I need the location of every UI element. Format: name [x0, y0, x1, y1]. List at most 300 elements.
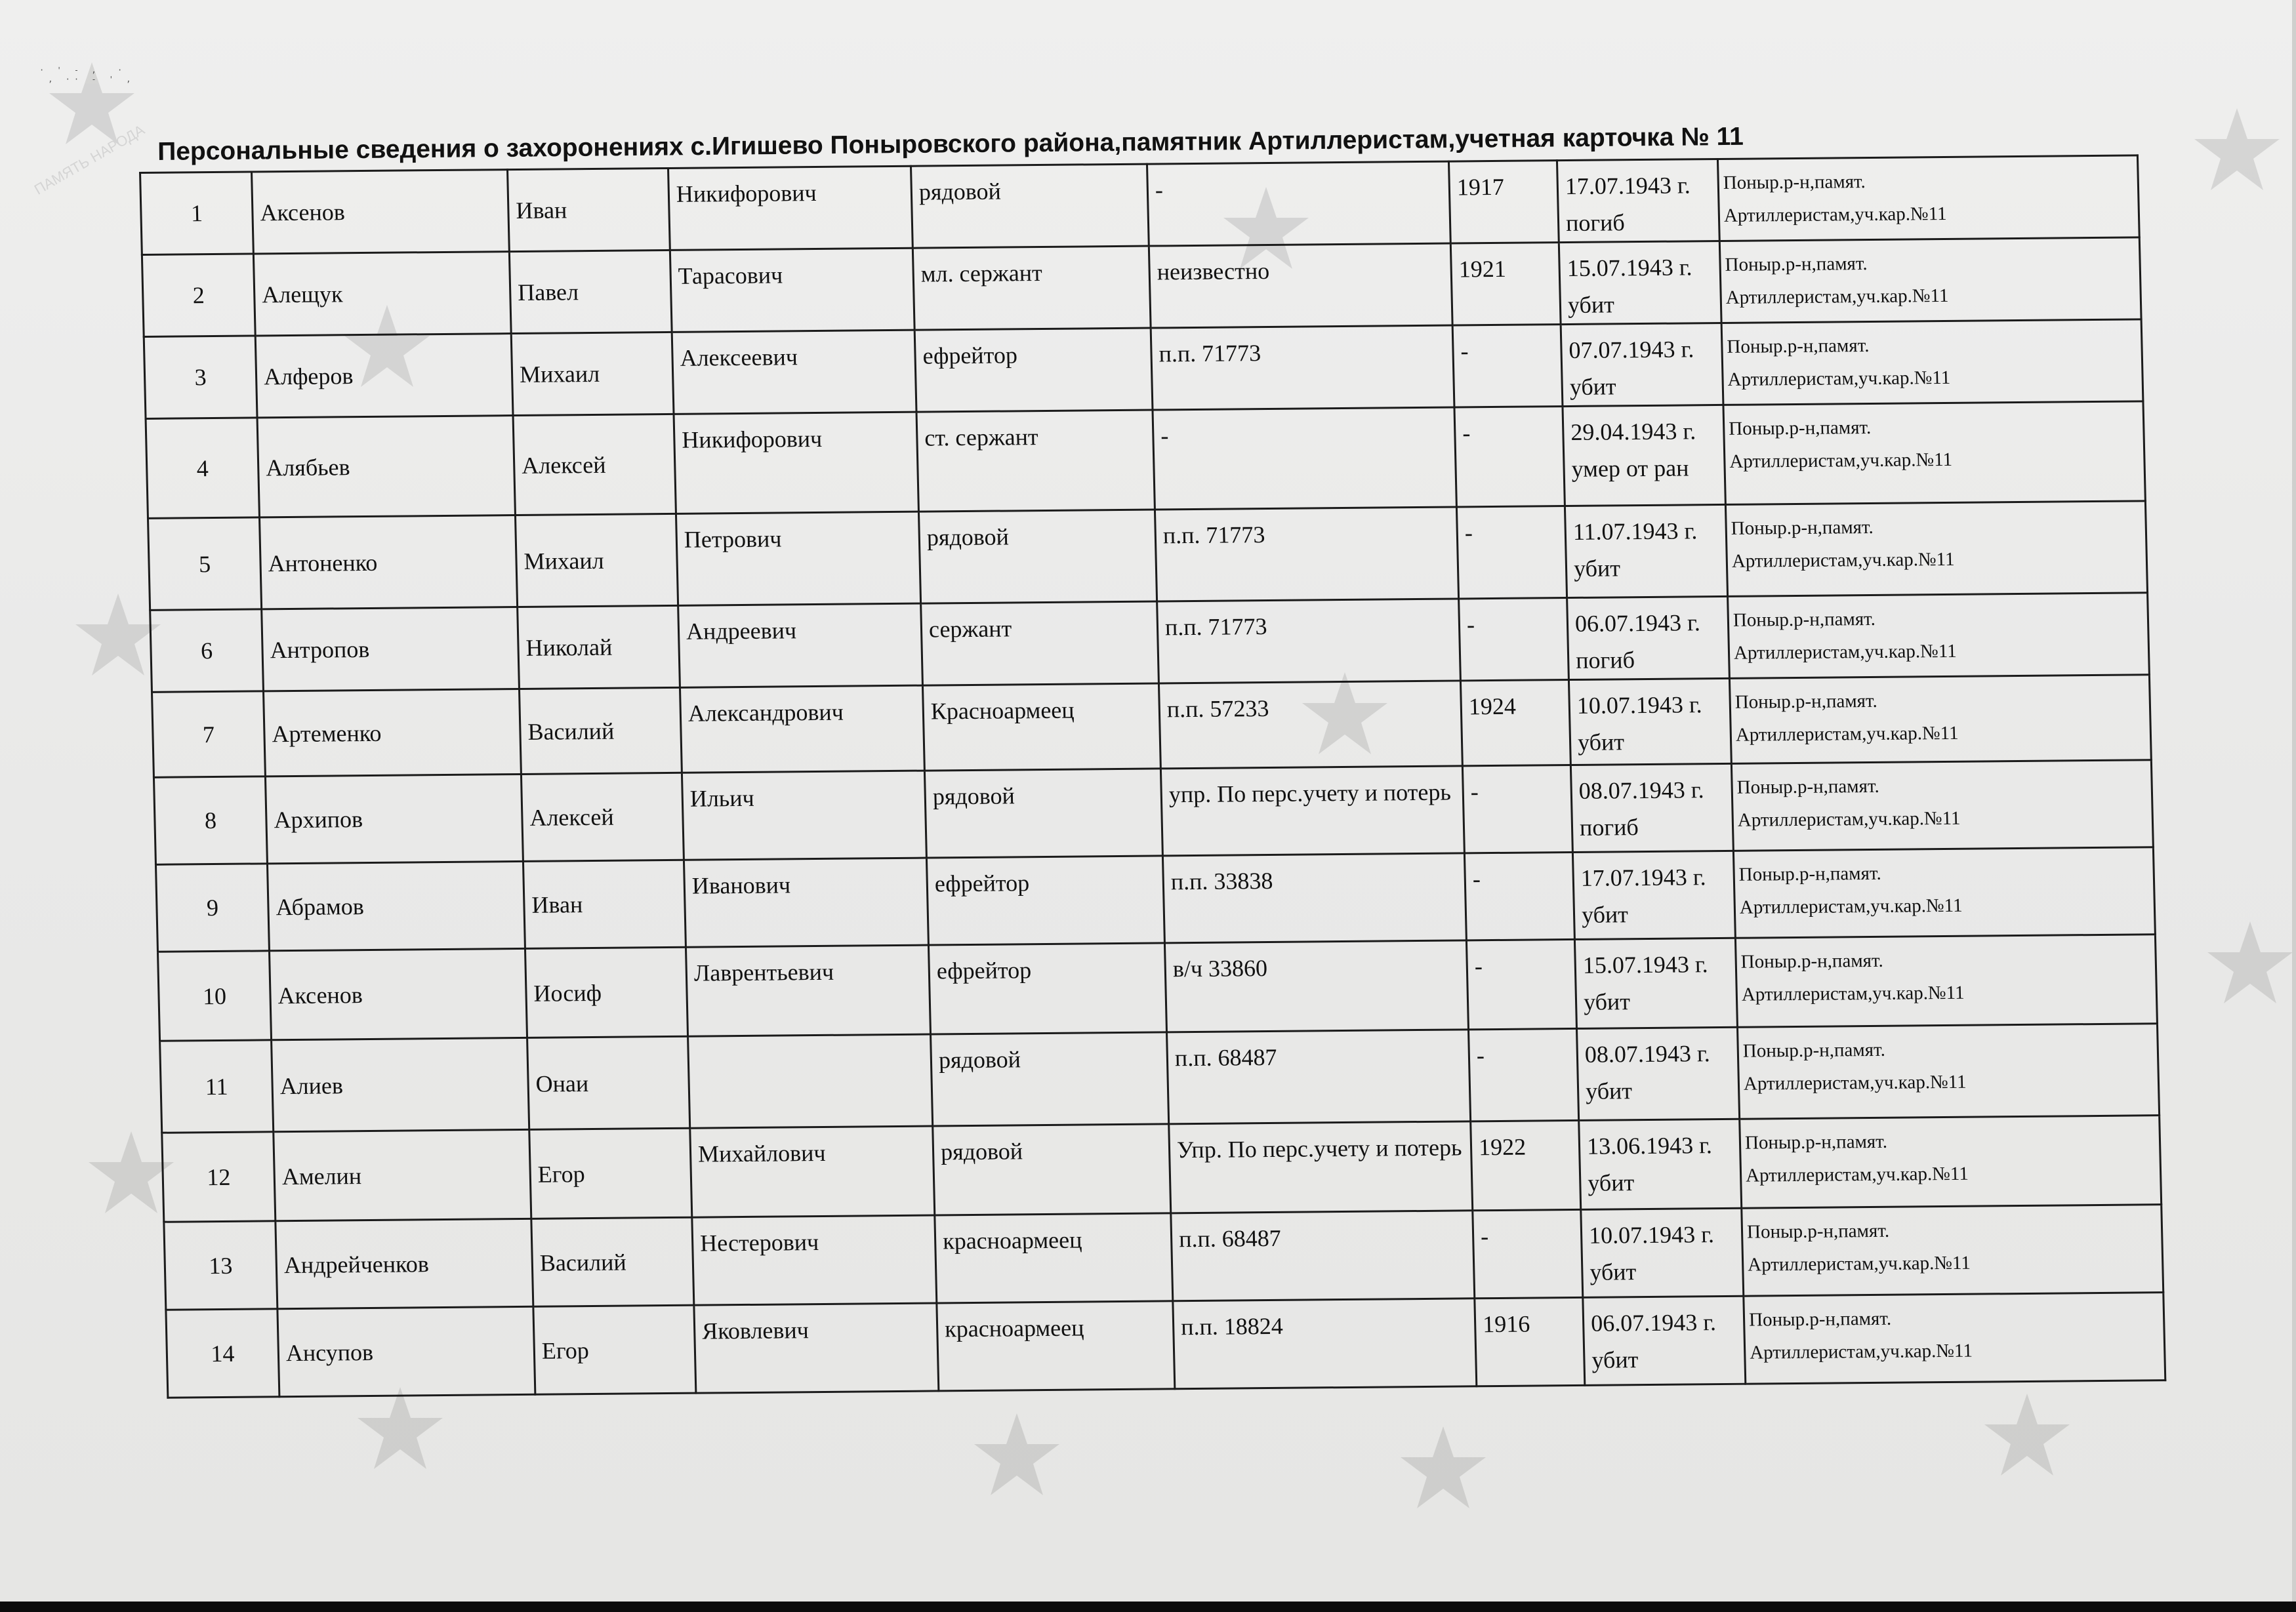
cell-burial-place — [1735, 935, 2157, 1028]
surname-text: Алябьев — [265, 453, 350, 481]
cell-burial-place — [1731, 760, 2153, 851]
cell-death-date-cause — [1576, 1027, 1739, 1120]
cell-row-number — [152, 691, 266, 777]
first-name-text: Михаил — [519, 360, 600, 388]
cell-row-number — [154, 776, 267, 864]
patronymic-text: Иванович — [691, 872, 791, 899]
surname-text: Алферов — [263, 363, 354, 390]
cell-burial-place — [1725, 501, 2147, 597]
watermark-star-logo — [1981, 1390, 2073, 1515]
death-cause: убит — [1591, 1346, 1639, 1373]
cell-burial-place — [1740, 1116, 2162, 1209]
military-rank-text: ефрейтор — [934, 870, 1030, 897]
cell-military-rank — [921, 601, 1159, 685]
military-rank-text: красноармеец — [942, 1226, 1082, 1255]
surname-text: Ансупов — [285, 1339, 374, 1366]
burial-line-1: Поныр.р-н,памят. — [1738, 862, 1882, 885]
row-number-text: 1 — [190, 200, 203, 227]
cell-military-rank — [914, 328, 1153, 412]
burial-line-2: Артиллеристам,уч.кар.№11 — [1739, 895, 1963, 918]
cell-first-name — [523, 860, 686, 948]
patronymic-text: Михайлович — [697, 1139, 826, 1167]
cell-military-rank — [928, 943, 1166, 1034]
cell-military-rank — [935, 1213, 1173, 1303]
cell-death-date-cause — [1581, 1208, 1744, 1297]
cell-military-rank — [918, 510, 1157, 603]
cell-first-name — [515, 514, 678, 607]
cell-birth-year — [1473, 1209, 1583, 1298]
death-date: 06.07.1943 г. — [1574, 609, 1701, 637]
watermark-star-logo — [2204, 918, 2296, 1043]
row-number-text: 8 — [204, 807, 217, 834]
cell-patronymic — [684, 858, 928, 947]
watermark-star-logo — [971, 1410, 1063, 1535]
surname-text: Аксенов — [259, 199, 346, 226]
cell-first-name — [511, 332, 674, 415]
cell-military-rank — [931, 1032, 1169, 1126]
death-date: 10.07.1943 г. — [1588, 1221, 1715, 1249]
surname-text: Абрамов — [276, 893, 365, 921]
birth-year-text: - — [1472, 866, 1481, 893]
cell-surname — [269, 948, 527, 1039]
burial-line-1: Поныр.р-н,памят. — [1744, 1131, 1888, 1154]
row-number-text: 3 — [194, 364, 207, 391]
cell-birth-year — [1448, 161, 1559, 243]
death-date: 11.07.1943 г. — [1572, 517, 1698, 545]
burials-table — [139, 154, 2166, 1398]
death-cause: умер от ран — [1571, 454, 1689, 482]
military-rank-text: Красноармеец — [930, 696, 1075, 725]
cell-death-date-cause — [1563, 405, 1725, 506]
patronymic-text: Ильич — [689, 784, 755, 812]
death-cause: убит — [1583, 988, 1631, 1015]
cell-patronymic — [680, 685, 924, 773]
burial-line-2: Артиллеристам,уч.кар.№11 — [1737, 807, 1961, 831]
cell-military-unit — [1160, 766, 1464, 856]
cell-military-rank — [933, 1124, 1171, 1215]
death-cause: убит — [1567, 291, 1615, 318]
cell-patronymic — [682, 771, 926, 860]
death-date: 06.07.1943 г. — [1590, 1309, 1717, 1337]
birth-year-text: - — [1476, 1042, 1485, 1069]
cell-burial-place — [1742, 1205, 2163, 1297]
cell-burial-place — [1737, 1024, 2159, 1119]
birth-year-text: 1917 — [1456, 173, 1505, 201]
cell-birth-year — [1466, 939, 1576, 1029]
death-cause: убит — [1585, 1078, 1633, 1104]
cell-row-number — [160, 1040, 274, 1133]
cell-first-name — [509, 250, 672, 333]
cell-military-rank — [912, 246, 1151, 330]
cell-first-name — [527, 1036, 690, 1129]
burial-line-1: Поныр.р-н,памят. — [1731, 516, 1874, 539]
military-unit-text: п.п. 71773 — [1162, 521, 1265, 549]
birth-year-text: - — [1480, 1223, 1489, 1250]
surname-text: Архипов — [274, 806, 363, 834]
cell-patronymic — [690, 1126, 935, 1217]
death-date: 08.07.1943 г. — [1578, 776, 1704, 804]
cell-first-name — [508, 168, 670, 251]
table-row — [166, 1293, 2165, 1398]
patronymic-text: Петрович — [684, 525, 782, 553]
cell-patronymic — [686, 945, 930, 1036]
military-rank-text: ефрейтор — [936, 957, 1032, 984]
birth-year-text: - — [1466, 611, 1475, 638]
patronymic-text: Нестерович — [699, 1229, 819, 1257]
death-cause: убит — [1569, 373, 1617, 400]
military-rank-text: рядовой — [938, 1046, 1021, 1074]
table-row — [155, 847, 2155, 952]
surname-text: Аксенов — [277, 981, 363, 1009]
cell-death-date-cause — [1583, 1296, 1746, 1385]
surname-text: Андрейченков — [283, 1250, 430, 1278]
death-date: 17.07.1943 г. — [1565, 172, 1691, 200]
table-row — [148, 501, 2147, 611]
cell-surname — [263, 689, 521, 776]
military-unit-text: п.п. 71773 — [1164, 613, 1267, 641]
death-cause: убит — [1577, 729, 1625, 756]
death-date: 15.07.1943 г. — [1582, 951, 1708, 978]
cell-birth-year — [1452, 325, 1563, 407]
death-cause: убит — [1581, 901, 1629, 928]
row-number-text: 9 — [206, 894, 219, 921]
first-name-text: Егор — [541, 1337, 590, 1364]
military-unit-text: п.п. 68487 — [1178, 1224, 1282, 1253]
row-number-text: 7 — [202, 721, 215, 748]
first-name-text: Алексей — [529, 803, 615, 831]
svg-text:ПАМЯТЬ НАРОДА: ПАМЯТЬ НАРОДА — [31, 121, 148, 198]
table-row — [164, 1205, 2163, 1310]
scan-edge-bottom — [0, 1602, 2296, 1612]
cell-burial-place — [1728, 593, 2150, 679]
cell-birth-year — [1460, 680, 1570, 766]
cell-military-unit — [1153, 407, 1456, 510]
military-rank-text: мл. сержант — [920, 259, 1043, 287]
cell-row-number — [142, 254, 255, 336]
death-date: 29.04.1943 г. — [1570, 418, 1696, 445]
table-row — [154, 760, 2153, 865]
burial-line-1: Поныр.р-н,памят. — [1734, 690, 1878, 713]
burial-line-2: Артиллеристам,уч.кар.№11 — [1731, 548, 1955, 572]
first-name-text: Василий — [539, 1249, 627, 1276]
cell-military-unit — [1147, 161, 1450, 246]
burial-line-1: Поныр.р-н,памят. — [1746, 1220, 1890, 1243]
watermark-star-logo — [1397, 1423, 1489, 1548]
cell-surname — [276, 1219, 533, 1308]
burial-line-1: Поныр.р-н,памят. — [1728, 416, 1872, 439]
cell-burial-place — [1744, 1293, 2165, 1384]
cell-row-number — [144, 336, 257, 418]
cell-surname — [277, 1306, 535, 1396]
burial-line-1: Поныр.р-н,памят. — [1732, 608, 1876, 631]
military-unit-text: неизвестно — [1157, 257, 1270, 285]
burial-line-2: Артиллеристам,уч.кар.№11 — [1727, 367, 1951, 390]
cell-military-unit — [1169, 1121, 1473, 1213]
table-row — [157, 935, 2157, 1041]
cell-surname — [257, 416, 515, 517]
death-date: 13.06.1943 г. — [1586, 1132, 1713, 1159]
cell-surname — [253, 252, 511, 336]
cell-surname — [262, 607, 520, 691]
burial-line-1: Поныр.р-н,памят. — [1742, 1039, 1886, 1062]
death-date: 07.07.1943 г. — [1568, 336, 1694, 363]
burial-line-2: Артиллеристам,уч.кар.№11 — [1749, 1340, 1973, 1363]
cell-surname — [274, 1129, 531, 1220]
first-name-text: Иван — [515, 197, 567, 224]
death-cause: погиб — [1579, 814, 1639, 841]
cell-row-number — [148, 517, 261, 610]
military-rank-text: ефрейтор — [922, 342, 1018, 369]
first-name-text: Михаил — [523, 547, 605, 574]
scan-specks: · ' - , · , ·· - ' , — [39, 66, 135, 84]
military-unit-text: упр. По перс.учету и потерь — [1168, 778, 1452, 808]
cell-patronymic — [668, 166, 913, 250]
birth-year-text: - — [1460, 338, 1469, 365]
cell-birth-year — [1475, 1297, 1585, 1386]
cell-military-rank — [922, 683, 1160, 771]
burial-line-2: Артиллеристам,уч.кар.№11 — [1741, 982, 1965, 1005]
cell-military-unit — [1158, 681, 1462, 769]
cell-first-name — [531, 1217, 694, 1306]
cell-death-date-cause — [1568, 678, 1731, 765]
burial-line-1: Поныр.р-н,памят. — [1725, 253, 1868, 275]
cell-first-name — [518, 605, 680, 689]
surname-text: Амелин — [281, 1162, 362, 1190]
surname-text: Артеменко — [272, 719, 382, 747]
cell-birth-year — [1459, 598, 1569, 681]
patronymic-text: Тарасович — [678, 262, 783, 289]
military-unit-text: п.п. 18824 — [1180, 1312, 1284, 1340]
surname-text: Алещук — [261, 281, 343, 308]
birth-year-text: - — [1464, 519, 1473, 546]
first-name-text: Василий — [527, 717, 615, 745]
birth-year-text: 1922 — [1478, 1133, 1527, 1161]
cell-military-unit — [1162, 853, 1466, 943]
birth-year-text: 1921 — [1458, 255, 1507, 283]
cell-surname — [259, 515, 517, 609]
cell-death-date-cause — [1559, 241, 1721, 324]
first-name-text: Павел — [517, 279, 579, 306]
cell-birth-year — [1454, 407, 1565, 507]
row-number-text: 4 — [196, 454, 209, 481]
burial-line-1: Поныр.р-н,памят. — [1748, 1308, 1892, 1331]
burial-line-1: Поныр.р-н,памят. — [1736, 775, 1879, 798]
row-number-text: 6 — [200, 637, 213, 664]
table-row — [160, 1024, 2160, 1133]
cell-birth-year — [1450, 243, 1561, 325]
cell-burial-place — [1723, 401, 2145, 505]
burial-line-2: Артиллеристам,уч.кар.№11 — [1735, 722, 1959, 746]
cell-patronymic — [674, 412, 918, 514]
birth-year-text: 1916 — [1482, 1310, 1530, 1338]
cell-row-number — [155, 864, 269, 952]
patronymic-text: Яковлевич — [701, 1317, 810, 1344]
cell-surname — [265, 774, 523, 863]
cell-death-date-cause — [1565, 504, 1727, 597]
cell-death-date-cause — [1574, 938, 1737, 1028]
first-name-text: Иван — [531, 891, 583, 918]
burial-line-2: Артиллеристам,уч.кар.№11 — [1743, 1071, 1967, 1095]
cell-surname — [255, 334, 513, 418]
patronymic-text: Андреевич — [686, 617, 797, 645]
cell-first-name — [513, 414, 676, 515]
row-number-text: 2 — [192, 282, 205, 309]
cell-military-unit — [1164, 940, 1468, 1032]
burial-line-1: Поныр.р-н,памят. — [1740, 950, 1884, 973]
birth-year-text: 1924 — [1468, 693, 1517, 720]
cell-burial-place — [1719, 237, 2141, 323]
cell-military-rank — [926, 856, 1164, 945]
cell-first-name — [529, 1128, 692, 1219]
cell-military-unit — [1171, 1211, 1475, 1301]
military-unit-text: - — [1160, 422, 1169, 449]
row-number-text: 14 — [210, 1340, 235, 1367]
cell-first-name — [525, 947, 687, 1038]
cell-military-unit — [1173, 1299, 1477, 1389]
military-unit-text: п.п. 71773 — [1158, 340, 1261, 367]
burial-line-2: Артиллеристам,уч.кар.№11 — [1725, 285, 1949, 308]
patronymic-text: Никифорович — [681, 425, 823, 453]
cell-patronymic — [692, 1215, 937, 1305]
cell-first-name — [519, 687, 682, 774]
military-rank-text: красноармеец — [944, 1314, 1084, 1342]
patronymic-text: Лаврентьевич — [693, 958, 834, 986]
cell-military-unit — [1167, 1030, 1471, 1124]
cell-row-number — [162, 1132, 276, 1222]
military-rank-text: ст. сержант — [924, 424, 1039, 451]
death-cause: убит — [1573, 555, 1621, 582]
cell-death-date-cause — [1567, 596, 1730, 679]
first-name-text: Алексей — [521, 451, 606, 479]
cell-death-date-cause — [1579, 1119, 1742, 1209]
surname-text: Антоненко — [268, 549, 378, 576]
row-number-text: 5 — [198, 550, 211, 577]
cell-first-name — [521, 773, 684, 861]
cell-birth-year — [1468, 1028, 1578, 1121]
military-unit-text: в/ч 33860 — [1172, 955, 1268, 982]
cell-military-unit — [1155, 507, 1458, 601]
death-date: 17.07.1943 г. — [1580, 864, 1706, 891]
row-number-text: 12 — [206, 1163, 231, 1190]
first-name-text: Николай — [525, 634, 613, 661]
military-rank-text: рядовой — [926, 523, 1010, 551]
cell-row-number — [146, 418, 259, 518]
cell-patronymic — [694, 1303, 939, 1393]
page-title: Персональные сведения о захоронениях с.Игишево Поныровского района,памятник Артиллеристам,учетная карточка № 11 — [157, 122, 1744, 166]
death-cause: убит — [1587, 1169, 1635, 1196]
birth-year-text: - — [1470, 778, 1479, 805]
cell-military-unit — [1149, 243, 1452, 328]
burial-line-2: Артиллеристам,уч.кар.№11 — [1747, 1252, 1971, 1276]
watermark-star-logo — [2191, 105, 2283, 230]
cell-patronymic — [676, 512, 920, 605]
cell-military-rank — [916, 410, 1155, 512]
patronymic-text: Алексеевич — [680, 344, 798, 371]
table-body — [140, 155, 2165, 1398]
burial-line-2: Артиллеристам,уч.кар.№11 — [1729, 449, 1953, 472]
military-unit-text: п.п. 57233 — [1166, 695, 1269, 723]
cell-patronymic — [672, 330, 916, 414]
cell-death-date-cause — [1572, 851, 1735, 939]
burial-line-2: Артиллеристам,уч.кар.№11 — [1733, 640, 1958, 664]
cell-burial-place — [1721, 319, 2143, 405]
cell-death-date-cause — [1570, 763, 1733, 852]
birth-year-text: - — [1474, 953, 1483, 980]
cell-patronymic — [688, 1034, 933, 1128]
cell-first-name — [533, 1305, 696, 1394]
first-name-text: Иосиф — [533, 979, 602, 1007]
cell-birth-year — [1456, 506, 1567, 599]
cell-death-date-cause — [1557, 159, 1719, 242]
birth-year-text: - — [1462, 420, 1471, 447]
death-date: 10.07.1943 г. — [1576, 691, 1702, 719]
military-unit-text: п.п. 68487 — [1174, 1043, 1277, 1072]
cell-military-unit — [1157, 599, 1461, 683]
military-unit-text: п.п. 33838 — [1170, 867, 1273, 895]
cell-military-rank — [924, 769, 1162, 858]
row-number-text: 13 — [208, 1252, 233, 1279]
cell-patronymic — [670, 248, 914, 332]
first-name-text: Егор — [537, 1160, 586, 1188]
row-number-text: 10 — [202, 982, 227, 1009]
cell-row-number — [140, 172, 254, 254]
cell-burial-place — [1717, 155, 2139, 241]
cell-surname — [252, 170, 510, 254]
patronymic-text: Никифорович — [676, 179, 817, 207]
military-rank-text: сержант — [928, 615, 1012, 643]
military-unit-text: Упр. По перс.учету и потерь — [1176, 1134, 1462, 1163]
burial-line-2: Артиллеристам,уч.кар.№11 — [1745, 1163, 1969, 1186]
cell-row-number — [166, 1309, 279, 1398]
patronymic-text: Александрович — [687, 698, 844, 727]
surname-text: Антропов — [270, 635, 370, 664]
cell-birth-year — [1464, 852, 1574, 940]
scan-edge-right — [2292, 0, 2296, 1612]
death-cause: убит — [1589, 1259, 1637, 1285]
death-date: 08.07.1943 г. — [1584, 1040, 1711, 1068]
first-name-text: Онаи — [535, 1070, 589, 1097]
cell-military-rank — [937, 1301, 1175, 1391]
watermark-star-logo — [354, 1384, 446, 1508]
row-number-text: 11 — [205, 1073, 228, 1100]
military-rank-text: рядовой — [940, 1138, 1023, 1165]
death-cause: погиб — [1565, 209, 1626, 237]
cell-burial-place — [1729, 675, 2151, 764]
cell-death-date-cause — [1561, 323, 1723, 406]
burial-line-2: Артиллеристам,уч.кар.№11 — [1723, 203, 1947, 226]
cell-row-number — [157, 951, 271, 1041]
cell-patronymic — [678, 603, 923, 687]
table-row — [162, 1116, 2162, 1222]
cell-surname — [272, 1038, 529, 1131]
cell-military-unit — [1151, 325, 1454, 410]
cell-burial-place — [1733, 847, 2155, 938]
burial-line-1: Поныр.р-н,памят. — [1723, 171, 1866, 193]
cell-row-number — [150, 609, 264, 692]
cell-military-rank — [911, 164, 1149, 248]
military-unit-text: - — [1155, 176, 1164, 203]
death-cause: погиб — [1575, 647, 1635, 674]
death-date: 15.07.1943 г. — [1567, 254, 1692, 282]
cell-row-number — [164, 1221, 277, 1310]
cell-birth-year — [1471, 1120, 1581, 1210]
burial-line-1: Поныр.р-н,памят. — [1727, 334, 1870, 357]
cell-birth-year — [1462, 765, 1572, 853]
burials-table-wrapper — [139, 154, 2166, 1398]
surname-text: Алиев — [279, 1072, 344, 1099]
table-row — [146, 401, 2145, 519]
military-rank-text: рядовой — [918, 178, 1002, 205]
